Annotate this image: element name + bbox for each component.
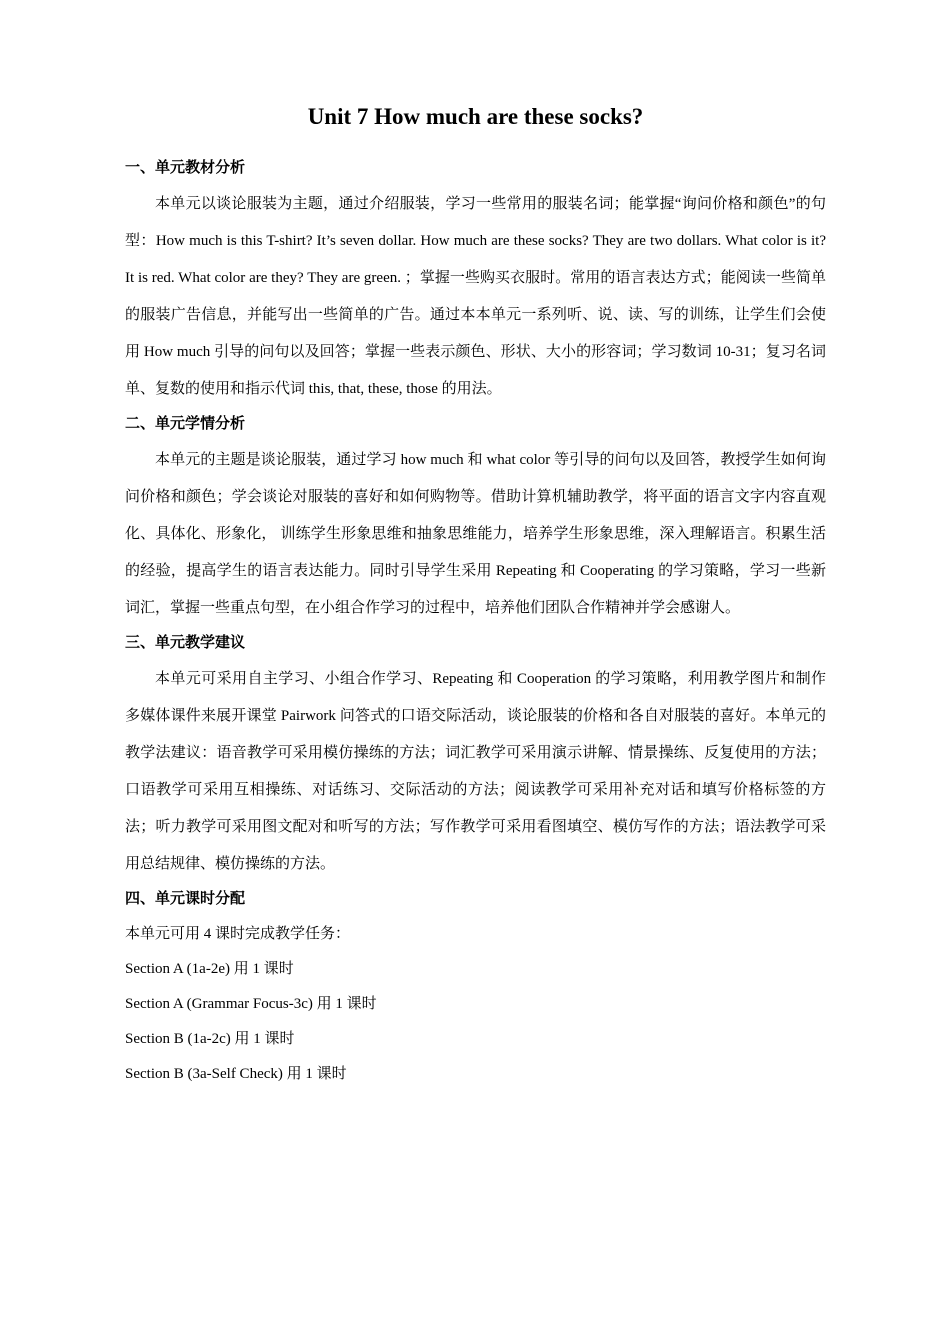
section-heading: 三、单元教学建议	[125, 633, 246, 651]
section-heading: 四、单元课时分配	[125, 889, 246, 907]
section-paragraph: 本单元的主题是谈论服装，通过学习 how much 和 what color 等引导的问句以及回答，教授学生如何询问价格和颜色；学会谈论对服装的喜好和如何购物等。借助计算机辅助教学，将平面的语言文字内容直观化、具体化、形象化， 训练学生形象思维和抽象思维能力，培养学生形象思维，深入理解语言。积累生活的经验，提高学生的语言表达能力。同时引导学生采用 Repeating 和 Cooperating 的学习策略，学习一些新词汇，掌握一些重点句型，在小组合作学习的过程中，培养他们团队合作精神并学会感谢人。	[125, 452, 826, 616]
page-title: Unit 7 How much are these socks?	[307, 104, 644, 129]
section-learner-analysis	[125, 410, 826, 627]
section-lesson-allocation	[125, 885, 826, 1092]
list-item: Section A (1a-2e) 用 1 课时	[125, 961, 294, 977]
list-item: Section B (3a-Self Check) 用 1 课时	[125, 1066, 347, 1082]
section-heading: 一、单元教材分析	[125, 158, 246, 176]
allocation-intro: 本单元可用 4 课时完成教学任务：	[125, 926, 351, 942]
list-item: Section B (1a-2c) 用 1 课时	[125, 1031, 295, 1047]
section-paragraph: 本单元可采用自主学习、小组合作学习、Repeating 和 Cooperation 的学习策略，利用教学图片和制作多媒体课件来展开课堂 Pairwork 问答式的口语交际活动，谈论服装的价格和各自对服装的喜好。本单元的教学法建议：语音教学可采用模仿操练的方法；词汇教学可采用演示讲解、情景操练、反复使用的方法；口语教学可采用互相操练、对话练习、交际活动的方法；阅读教学可采用补充对话和填写价格标签的方法；听力教学可采用图文配对和听写的方法；写作教学可采用看图填空、模仿写作的方法；语法教学可采用总结规律、模仿操练的方法。	[125, 671, 826, 872]
section-teaching-suggestions	[125, 629, 826, 883]
section-heading: 二、单元学情分析	[125, 414, 246, 432]
section-paragraph: 本单元以谈论服装为主题，通过介绍服装，学习一些常用的服装名词；能掌握“询问价格和颜色”的句型：How much is this T-shirt? It’s seven dollar. How much are these socks? They are two dollars. What color is it? It is red. What color are they? They are green. ；掌握一些购买衣服时。常用的语言表达方式；能阅读一些简单的服装广告信息，并能写出一些简单的广告。通过本本单元一系列听、说、读、写的训练，让学生们会使用 How much 引导的问句以及回答；掌握一些表示颜色、形状、大小的形容词；学习数词 10-31；复习名词单、复数的使用和指示代词 this, that, these, those 的用法。	[125, 196, 826, 397]
section-textbook-analysis	[125, 154, 826, 408]
list-item: Section A (Grammar Focus-3c) 用 1 课时	[125, 996, 377, 1012]
document-page	[125, 100, 826, 1092]
